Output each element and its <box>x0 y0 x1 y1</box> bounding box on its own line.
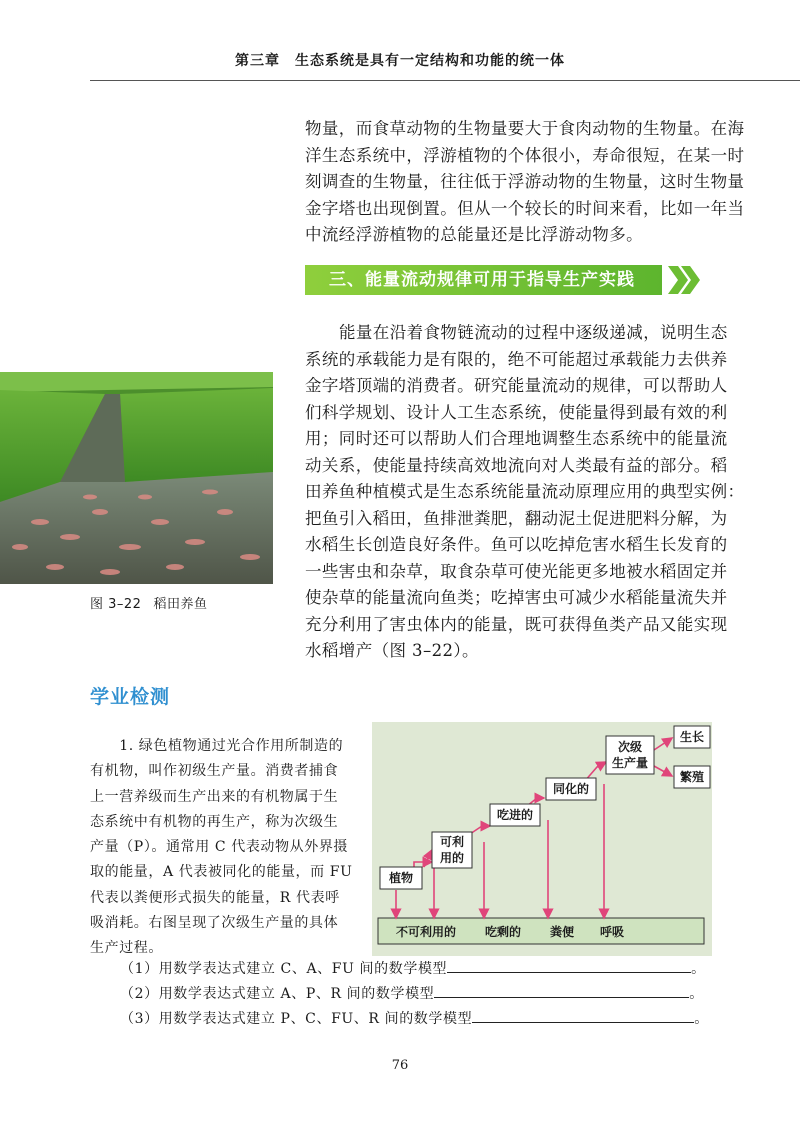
sub-question-text: （2）用数学表达式建立 A、P、R 间的数学模型 <box>120 986 435 1002</box>
text-line: 生产过程。 <box>90 940 163 957</box>
text-line: 刻调查的生物量，往往低于浮游动物的生物量，这时生物量 <box>305 172 745 191</box>
figure-number: 图 3–22 <box>90 597 142 612</box>
text-line: 产量（P）。通常用 C 代表动物从外界摄 <box>90 839 349 856</box>
text-line: 系统的承载能力是有限的，绝不可能超过承载能力去供养 <box>305 349 728 369</box>
node-growth <box>674 726 710 748</box>
text-line: 取的能量，A 代表被同化的能量，而 FU <box>90 864 353 881</box>
rice-field-fish-photo <box>0 372 273 584</box>
text-line: 中流经浮游植物的总能量还是比浮游动物多。 <box>305 225 643 244</box>
text-line: 吸消耗。右图呈现了次级生产量的具体 <box>90 915 339 932</box>
text-line: 用；同时还可以帮助人们合理地调整生态系统中的能量流 <box>305 429 728 448</box>
text-line: 物量，而食草动物的生物量要大于食肉动物的生物量。在海 <box>305 119 745 138</box>
text-line: 代表以粪便形式损失的能量，R 代表呼 <box>90 889 340 906</box>
text-line: 金字塔顶端的消费者。研究能量流动的规律，可以帮助人 <box>305 376 728 395</box>
end-mark: 。 <box>694 1011 709 1027</box>
node-growth-label: 生长 <box>679 730 705 744</box>
loss-label: 不可利用的 <box>395 925 457 939</box>
text-line: 动关系，使能量持续高效地流向对人类最有益的部分。稻 <box>305 455 728 475</box>
node-available-label-1: 可利 <box>439 835 465 849</box>
answer-blank-2[interactable] <box>434 983 689 998</box>
text-line: 们科学规划、设计人工生态系统，使能量得到最有效的利 <box>305 402 728 422</box>
text-line: 金字塔也出现倒置。但从一个较长的时间来看，比如一年当 <box>305 198 745 218</box>
node-available <box>432 832 472 868</box>
sub-question-3 <box>120 1008 709 1028</box>
body-paragraph <box>305 320 745 665</box>
exercise-heading: 学业检测 <box>90 686 171 708</box>
secondary-production-diagram <box>372 722 712 956</box>
page-number: 76 <box>391 1058 409 1073</box>
header-divider <box>90 80 800 81</box>
node-secondary-label-2: 生产量 <box>611 756 649 770</box>
sub-question-1 <box>120 958 706 978</box>
end-mark: 。 <box>689 986 704 1002</box>
figure-caption <box>90 593 207 612</box>
node-plant <box>380 867 422 889</box>
text-line: 能量在沿着食物链流动的过程中逐级递减，说明生态 <box>339 323 728 342</box>
sub-question-text: （1）用数学表达式建立 C、A、FU 间的数学模型 <box>120 961 448 977</box>
text-line: 态系统中有机物的再生产，称为次级生 <box>90 813 339 830</box>
chapter-header: 第三章 生态系统是具有一定结构和功能的统一体 <box>235 53 565 69</box>
text-line: 上一营养级而生产出来的有机物属于生 <box>90 788 339 805</box>
text-line: 把鱼引入稻田，鱼排泄粪肥，翻动泥土促进肥料分解，为 <box>305 508 728 528</box>
text-line: 洋生态系统中，浮游植物的个体很小，寿命很短，在某一时 <box>305 145 745 165</box>
text-line: 有机物，叫作初级生产量。消费者捕食 <box>90 763 339 780</box>
text-line: 使杂草的能量流向鱼类；吃掉害虫可减少水稻能量流失并 <box>305 588 728 607</box>
text-line: 1. 绿色植物通过光合作用所制造的 <box>90 738 344 754</box>
node-eaten-label: 吃进的 <box>496 808 534 822</box>
end-mark: 。 <box>691 961 706 977</box>
text-line: 水稻增产（图 3–22）。 <box>305 641 479 660</box>
node-eaten <box>490 804 540 826</box>
loss-label: 吃剩的 <box>484 925 522 939</box>
section-heading: 三、能量流动规律可用于指导生产实践 <box>305 265 662 295</box>
text-line: 田养鱼种植模式是生态系统能量流动原理应用的典型实例： <box>305 482 745 501</box>
sub-question-2 <box>120 983 704 1003</box>
answer-blank-1[interactable] <box>447 958 691 973</box>
loss-label: 呼吸 <box>599 925 625 939</box>
node-assimilated-label: 同化的 <box>552 782 590 796</box>
intro-paragraph <box>305 116 745 249</box>
figure-caption-text: 稻田养鱼 <box>153 597 208 612</box>
node-plant-label: 植物 <box>388 871 414 885</box>
node-available-label-2: 用的 <box>439 851 465 865</box>
text-line: 充分利用了害虫体内的能量，既可获得鱼类产品又能实现 <box>305 614 728 634</box>
node-reproduction-label: 繁殖 <box>679 770 705 784</box>
node-assimilated <box>546 778 596 800</box>
question-1-text <box>90 734 368 962</box>
answer-blank-3[interactable] <box>472 1008 694 1023</box>
node-reproduction <box>674 766 710 788</box>
double-chevron-icon <box>666 264 702 296</box>
node-secondary-label-1: 次级 <box>617 740 643 754</box>
loss-label: 粪便 <box>549 925 575 939</box>
text-line: 水稻生长创造良好条件。鱼可以吃掉危害水稻生长发育的 <box>305 535 728 554</box>
text-line: 一些害虫和杂草，取食杂草可使光能更多地被水稻固定并 <box>305 561 728 581</box>
node-secondary-production <box>606 736 654 774</box>
sub-question-text: （3）用数学表达式建立 P、C、FU、R 间的数学模型 <box>120 1011 473 1027</box>
